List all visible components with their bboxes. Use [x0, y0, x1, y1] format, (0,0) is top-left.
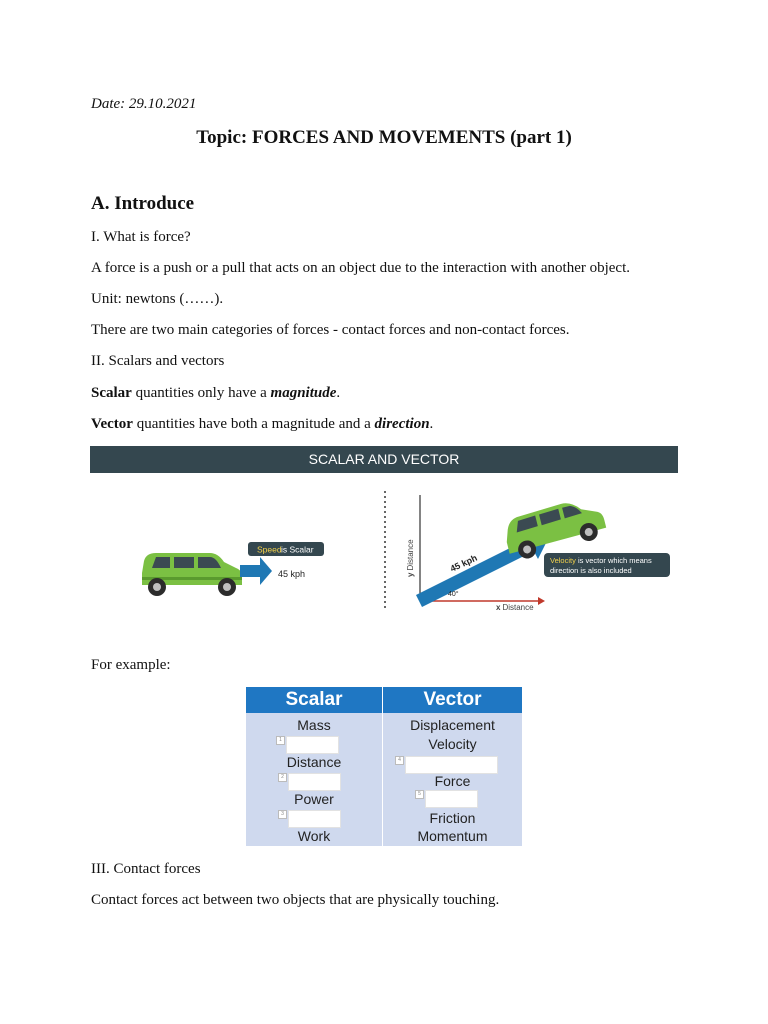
answer-blank[interactable] [288, 773, 341, 791]
scalar-car-icon [142, 553, 242, 596]
vector-item: Momentum [417, 828, 488, 844]
scalar-item: Work [297, 828, 331, 844]
for-example: For example: [91, 657, 171, 673]
scalar-term: Scalar [91, 385, 132, 401]
svg-text:yDistance [406, 539, 415, 577]
vector-item: Friction [429, 810, 476, 826]
svg-text:xDistance [496, 603, 534, 612]
angle-label: 40° [448, 591, 459, 598]
vector-mid: quantities have both a magnitude and a [132, 416, 375, 432]
speed-callout [248, 542, 324, 556]
scalar-emph: magnitude [270, 385, 337, 401]
velocity-callout [544, 553, 670, 577]
section-contact-forces: III. Contact forces [91, 861, 201, 877]
date-line: Date: 29.10.2021 [91, 96, 197, 112]
y-axis-letter: y [406, 572, 415, 577]
scalar-sentence [91, 383, 340, 403]
vector-item: Force [434, 773, 471, 789]
blank-number: 3 [278, 810, 287, 819]
answer-blank[interactable] [286, 736, 339, 754]
speed-arrow [240, 557, 272, 585]
vector-sentence [91, 414, 433, 434]
vector-emph: direction [374, 416, 430, 432]
blank-number: 1 [276, 736, 285, 745]
vector-header: Vector [383, 687, 522, 713]
scalar-header: Scalar [246, 687, 382, 713]
velocity-rest1: is vector which means [575, 556, 652, 565]
speed-value: 45 kph [278, 569, 306, 579]
scalar-mid: quantities only have a [131, 385, 271, 401]
section-a-heading: A. Introduce [91, 193, 195, 214]
speed-word: Speed [257, 544, 282, 555]
scalar-item: Mass [297, 717, 331, 733]
vector-item: Displacement [410, 717, 495, 733]
x-axis-arrowhead [538, 597, 545, 605]
velocity-rest2: direction is also included [550, 566, 632, 575]
figure-banner: SCALAR AND VECTOR [90, 446, 678, 473]
x-axis-label: Distance [502, 603, 534, 612]
x-axis-letter: x [496, 603, 501, 612]
vector-end: . [429, 416, 434, 432]
page-title: Topic: FORCES AND MOVEMENTS (part 1) [196, 127, 572, 148]
contact-definition: Contact forces act between two objects that are physically touching. [91, 892, 500, 908]
blank-number: 5 [415, 790, 424, 799]
svg-text:Velocity is vector which means [550, 556, 652, 565]
unit-line: Unit: newtons (……). [91, 291, 224, 307]
scalar-vector-illustration [90, 473, 678, 620]
categories-line: There are two main categories of forces - contact forces and non-contact forces. [91, 322, 570, 338]
answer-blank[interactable] [288, 810, 341, 828]
y-axis-label: Distance [406, 539, 415, 571]
question-what-is-force: I. What is force? [91, 229, 191, 245]
scalar-vector-table [246, 687, 522, 846]
section-scalars-vectors: II. Scalars and vectors [91, 353, 225, 369]
blank-number: 4 [395, 756, 404, 765]
velocity-value: 45 kph [448, 552, 479, 574]
blank-number: 2 [278, 773, 287, 782]
force-definition: A force is a push or a pull that acts on an object due to the interaction with another object. [91, 260, 631, 276]
scalar-item: Distance [286, 754, 342, 770]
velocity-word: Velocity [550, 556, 576, 565]
scalar-item: Power [294, 791, 334, 807]
answer-blank[interactable] [425, 790, 478, 808]
scalar-end: . [336, 385, 341, 401]
speed-rest: is Scalar [281, 544, 314, 555]
vector-term: Vector [91, 416, 133, 432]
vector-item: Velocity [428, 736, 477, 752]
